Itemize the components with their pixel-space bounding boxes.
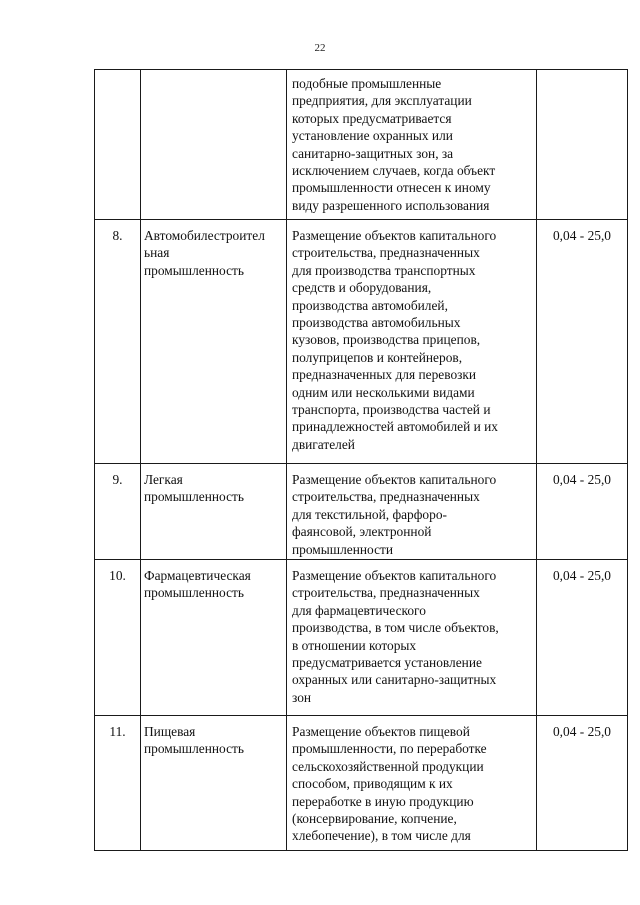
name-line: Пищевая xyxy=(144,724,196,739)
name-line: промышленность xyxy=(144,489,244,505)
description-line: кузовов, производства прицепов, xyxy=(292,332,481,348)
table-row xyxy=(95,70,628,220)
description-line: которых предусматривается xyxy=(292,110,452,126)
description-line: переработке в иную продукцию xyxy=(292,793,474,809)
name-line: промышленность xyxy=(144,262,244,278)
description-line: фаянсовой, электронной xyxy=(292,524,432,540)
row-value-cell: 0,04 - 25,0 xyxy=(537,464,628,560)
row-description-cell xyxy=(287,560,537,716)
page-number: 22 xyxy=(314,42,326,54)
description-line: для производства транспортных xyxy=(292,262,476,278)
description-line: способом, приводящим к их xyxy=(292,776,453,792)
description-line: строительства, предназначенных xyxy=(292,585,480,601)
description-line: транспорта, производства частей и xyxy=(292,402,491,418)
row-value-cell: 0,04 - 25,0 xyxy=(537,220,628,464)
description-line: зон xyxy=(292,689,312,705)
description-line: промышленности, по переработке xyxy=(292,741,487,757)
description-line: виду разрешенного использования xyxy=(292,197,490,213)
description-line: санитарно-защитных зон, за xyxy=(292,145,454,161)
row-number-cell: 10. xyxy=(95,560,141,716)
name-line: ьная xyxy=(144,245,170,261)
description-line: охранных или санитарно-защитных xyxy=(292,672,497,688)
description-line: Размещение объектов капитального xyxy=(292,472,497,487)
description-line: хлебопечение), в том числе для xyxy=(292,828,471,844)
description-line: сельскохозяйственной продукции xyxy=(292,758,484,774)
row-name-cell xyxy=(141,560,287,716)
table-row xyxy=(95,464,628,560)
description-line: подобные промышленные xyxy=(292,76,442,91)
description-line: в отношении которых xyxy=(292,637,417,653)
description-line: строительства, предназначенных xyxy=(292,245,480,261)
description-line: производства автомобилей, xyxy=(292,297,448,313)
description-line: двигателей xyxy=(292,436,355,452)
description-line: Размещение объектов пищевой xyxy=(292,724,470,739)
description-line: производства автомобильных xyxy=(292,315,461,331)
row-value-cell xyxy=(537,70,628,220)
description-line: промышленности отнесен к иному xyxy=(292,180,491,196)
row-description-cell xyxy=(287,220,537,464)
row-name-cell xyxy=(141,716,287,851)
description-line: полуприцепов и контейнеров, xyxy=(292,349,463,365)
description-line: Размещение объектов капитального xyxy=(292,228,497,243)
row-number-cell xyxy=(95,70,141,220)
row-name-cell xyxy=(141,70,287,220)
description-line: принадлежностей автомобилей и их xyxy=(292,419,498,435)
row-description-cell xyxy=(287,716,537,851)
description-line: строительства, предназначенных xyxy=(292,489,480,505)
description-line: (консервирование, копчение, xyxy=(292,811,457,827)
table-row xyxy=(95,220,628,464)
table-row xyxy=(95,560,628,716)
description-line: производства, в том числе объектов, xyxy=(292,620,499,636)
description-line: предусматривается установление xyxy=(292,655,482,671)
description-line: предназначенных для перевозки xyxy=(292,367,477,383)
description-line: для текстильной, фарфоро- xyxy=(292,506,447,522)
row-number-cell: 8. xyxy=(95,220,141,464)
row-name-cell xyxy=(141,464,287,560)
description-line: установление охранных или xyxy=(292,128,453,144)
table-row xyxy=(95,716,628,851)
description-line: Размещение объектов капитального xyxy=(292,568,497,583)
name-line: промышленность xyxy=(144,741,244,757)
row-number-cell: 9. xyxy=(95,464,141,560)
row-value-cell: 0,04 - 25,0 xyxy=(537,560,628,716)
description-line: предприятия, для эксплуатации xyxy=(292,93,472,109)
row-description-cell xyxy=(287,70,537,220)
row-description-cell xyxy=(287,464,537,560)
description-line: промышленности xyxy=(292,541,394,557)
row-value-cell: 0,04 - 25,0 xyxy=(537,716,628,851)
description-line: исключением случаев, когда объект xyxy=(292,163,496,179)
name-line: промышленность xyxy=(144,585,244,601)
name-line: Фармацевтическая xyxy=(144,568,251,583)
name-line: Автомобилестроител xyxy=(144,228,265,243)
land-use-table xyxy=(94,69,628,851)
description-line: для фармацевтического xyxy=(292,602,426,618)
name-line: Легкая xyxy=(144,472,183,487)
description-line: одним или несколькими видами xyxy=(292,384,475,400)
row-number-cell: 11. xyxy=(95,716,141,851)
description-line: средств и оборудования, xyxy=(292,280,432,296)
row-name-cell xyxy=(141,220,287,464)
